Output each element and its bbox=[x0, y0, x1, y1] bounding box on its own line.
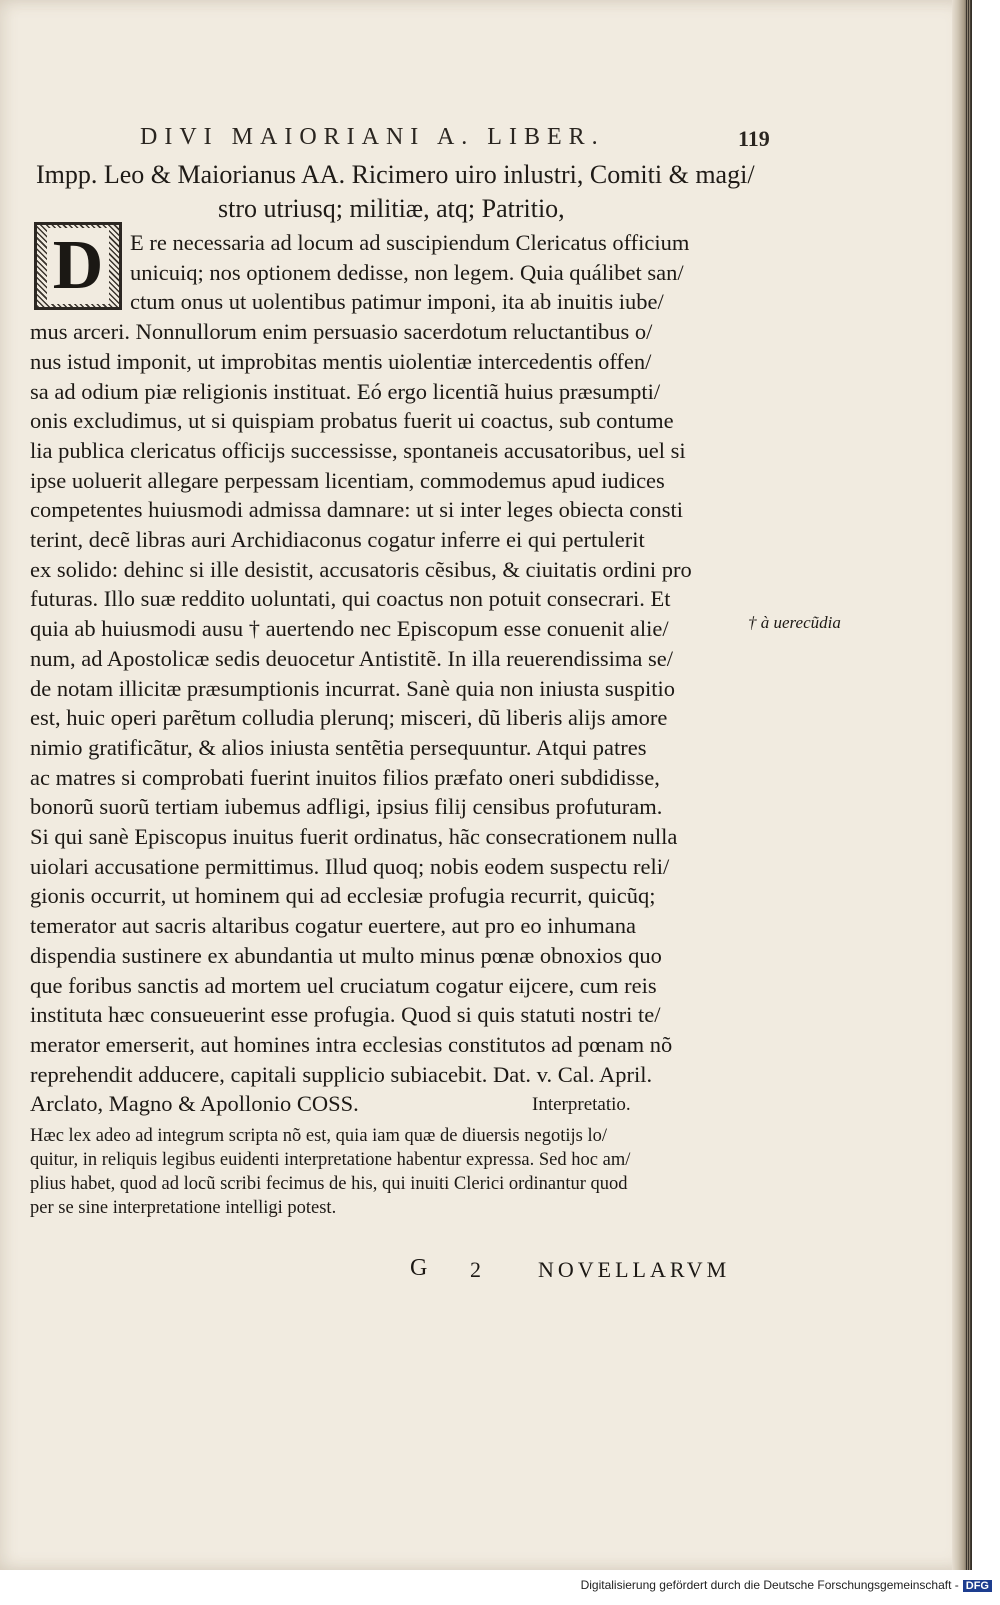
catchword: NOVELLARVM bbox=[538, 1257, 731, 1282]
body-line: instituta hæc consueuerint esse profugia. Quod si quis statuti nostri te/ bbox=[30, 1002, 661, 1028]
body-line: E re necessaria ad locum ad suscipiendum Clericatus officium bbox=[130, 230, 690, 255]
heading-line-2: stro utriusq; militiæ, atq; Patritio, bbox=[218, 194, 565, 223]
body-line: reprehendit adducere, capitali supplicio subiacebit. Dat. v. Cal. April. bbox=[30, 1061, 653, 1087]
signature-mark: G bbox=[410, 1255, 428, 1281]
body-line: merator emerserit, aut homines intra ecclesias constitutos ad pœnam nõ bbox=[30, 1031, 673, 1057]
body-line: sa ad odium piæ religionis instituat. Eó ergo licentiã huius præsumpti/ bbox=[30, 378, 661, 404]
running-head: DIVI MAIORIANI A. LIBER. bbox=[140, 124, 605, 150]
body-line: nimio gratificãtur, & alios iniusta sentẽtia persequuntur. Atqui patres bbox=[30, 734, 647, 760]
body-line: quia ab huiusmodi ausu † auertendo nec Episcopum esse conuenit alie/ bbox=[30, 616, 669, 642]
interpretatio-line: Hæc lex adeo ad integrum scripta nõ est, quia iam quæ de diuersis negotijs lo/ bbox=[30, 1126, 607, 1146]
body-line: lia publica clericatus officijs successisse, spontaneis accusatoribus, uel si bbox=[30, 437, 686, 463]
folio-number: 119 bbox=[738, 126, 770, 151]
body-line: temerator aut sacris altaribus cogatur euertere, aut pro eo inhumana bbox=[30, 913, 636, 939]
body-line: ex solido: dehinc si ille desistit, accusatoris cẽsibus, & ciuitatis ordini pro bbox=[30, 556, 692, 582]
heading-line-1: Impp. Leo & Maiorianus AA. Ricimero uiro inlustri, Comiti & magi/ bbox=[36, 160, 755, 189]
body-line: dispendia sustinere ex abundantia ut multo minus pœnæ obnoxios quo bbox=[30, 942, 662, 968]
signature-number: 2 bbox=[470, 1257, 481, 1282]
book-spine bbox=[952, 0, 972, 1570]
body-line: ac matres si comprobati fuerint inuitos filios præfato oneri subdidisse, bbox=[30, 764, 660, 790]
body-line: mus arceri. Nonnullorum enim persuasio sacerdotum reluctantibus o/ bbox=[30, 319, 653, 345]
interpretatio-line: plius habet, quod ad locũ scribi fecimus de his, qui inuiti Clerici ordinantur quod bbox=[30, 1174, 628, 1194]
body-line: competentes huiusmodi admissa damnare: ut si inter leges obiecta consti bbox=[30, 497, 683, 523]
body-line: onis excludimus, ut si quispiam probatus fuerit ui coactus, sub contume bbox=[30, 408, 674, 434]
body-line: uiolari accusatione permittimus. Illud quoq; nobis eodem suspectu reli/ bbox=[30, 853, 670, 879]
body-line: gionis occurrit, ut hominem qui ad ecclesiæ profugia recurrit, quicũq; bbox=[30, 883, 656, 909]
interpretatio-text bbox=[30, 1124, 742, 1220]
body-line: num, ad Apostolicæ sedis deuocetur Antistitẽ. In illa reuerendissima se/ bbox=[30, 645, 674, 671]
body-line: nus istud imponit, ut improbitas mentis uiolentiæ intercedentis offen/ bbox=[30, 348, 652, 374]
initial-letter: D bbox=[47, 228, 110, 304]
law-heading bbox=[36, 158, 756, 226]
dfg-logo: DFG bbox=[963, 1580, 992, 1592]
digitization-footer bbox=[560, 1578, 992, 1592]
body-line: Si qui sanè Episcopus inuitus fuerit ordinatus, hãc consecrationem nulla bbox=[30, 824, 678, 850]
body-line: ctum onus ut uolentibus patimur imponi, ita ab inuitis iube/ bbox=[130, 289, 664, 315]
body-line: unicuiq; nos optionem dedisse, non legem. Quia quálibet san/ bbox=[130, 259, 684, 285]
footer-text: Digitalisierung gefördert durch die Deutsche Forschungsgemeinschaft - bbox=[580, 1578, 959, 1592]
interpretatio-line: per se sine interpretatione intelligi potest. bbox=[30, 1198, 337, 1218]
interpretatio-line: quitur, in reliquis legibus euidenti interpretatione habentur expressa. Sed hoc am/ bbox=[30, 1150, 631, 1170]
body-line: Arclato, Magno & Apollonio COSS. bbox=[30, 1091, 359, 1117]
body-line: terint, decẽ libras auri Archidiaconus cogatur inferre ei qui pertulerit bbox=[30, 527, 645, 553]
body-line: bonorũ suorũ tertiam iubemus adfligi, ipsius filij censibus profuturam. bbox=[30, 794, 663, 820]
body-line: que foribus sanctis ad mortem uel cruciatum cogatur eijcere, cum reis bbox=[30, 972, 657, 998]
body-text bbox=[30, 228, 745, 1119]
margin-note: † à uerecũdia bbox=[748, 613, 841, 632]
body-line: de notam illicitæ præsumptionis incurrat. Sanè quia non iniusta suspitio bbox=[30, 675, 675, 701]
body-line: futuras. Illo suæ reddito uoluntati, qui coactus non potuit consecrari. Et bbox=[30, 586, 671, 612]
body-line: est, huic operi parẽtum colludia plerunq; misceri, dũ liberis alijs amore bbox=[30, 705, 668, 731]
interpretatio-label: Interpretatio. bbox=[532, 1094, 631, 1115]
body-line: ipse uoluerit allegare perpessam licentiam, commodemus apud iudices bbox=[30, 467, 665, 493]
